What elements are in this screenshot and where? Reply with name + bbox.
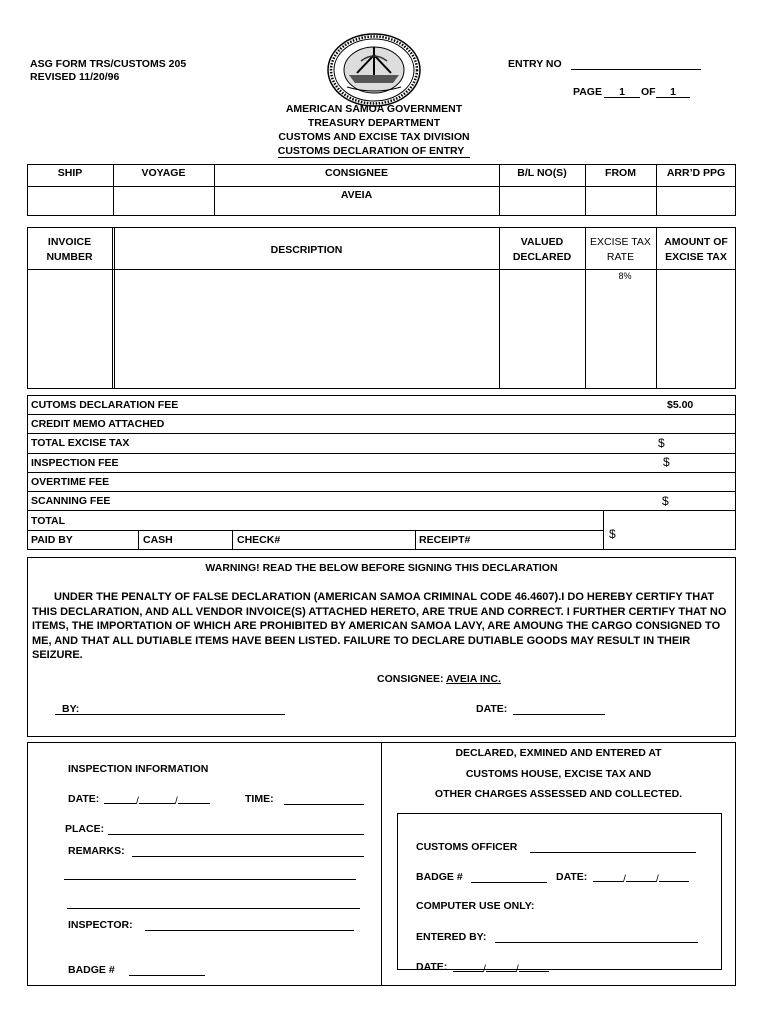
- customs-officer-label: CUSTOMS OFFICER: [416, 841, 518, 853]
- header-amount-1: AMOUNT OF: [664, 236, 728, 248]
- header-bl-nos: B/L NO(S): [517, 167, 567, 179]
- remarks-line-3[interactable]: [67, 908, 360, 909]
- scanning-fee-value[interactable]: $: [662, 494, 669, 508]
- inspector-label: INSPECTOR:: [68, 919, 133, 931]
- header-voyage: VOYAGE: [141, 167, 186, 179]
- remarks-label: REMARKS:: [68, 845, 125, 857]
- header-amount-2: EXCISE TAX: [665, 251, 727, 263]
- header-from: FROM: [605, 167, 636, 179]
- total-excise-label: TOTAL EXCISE TAX: [31, 437, 130, 449]
- excise-rate-value[interactable]: 8%: [618, 271, 632, 281]
- inspection-title: INSPECTION INFORMATION: [68, 763, 209, 775]
- by-signature-field[interactable]: [55, 714, 285, 715]
- of-label: OF: [641, 86, 656, 98]
- header-consignee: CONSIGNEE: [324, 167, 388, 179]
- computer-use-label: COMPUTER USE ONLY:: [416, 900, 535, 912]
- warning-heading: WARNING! READ THE BELOW BEFORE SIGNING THIS DECLARATION: [205, 562, 558, 574]
- remarks-field[interactable]: [132, 856, 364, 857]
- revised-date: REVISED 11/20/96: [30, 71, 120, 83]
- form-id: ASG FORM TRS/CUSTOMS 205: [30, 58, 187, 70]
- entered-by-field[interactable]: [495, 942, 698, 943]
- paid-by-label: PAID BY: [31, 534, 73, 546]
- total-label: TOTAL: [31, 515, 66, 527]
- place-field[interactable]: [108, 834, 364, 835]
- customs-fee-value[interactable]: $5.00: [667, 399, 694, 411]
- declaration-consignee: CONSIGNEE: AVEIA INC.: [377, 673, 501, 685]
- inspection-time-field[interactable]: [284, 804, 364, 805]
- customs-officer-box: [397, 813, 722, 970]
- declaration-text: UNDER THE PENALTY OF FALSE DECLARATION (AMERICAN SAMOA CRIMINAL CODE 46.4607).I DO HEREBY CERTIFY THAT THIS DECLARATION, AND ALL VENDOR INVOICE(S) ATTACHED HERETO, ARE TRUE AND CORRECT. I FURTHER CERTIFY THAT NO ITEMS, THE IMPORTATION OF WHICH ARE PROHIBITED BY AMERICAN SAMOA LAVY, ARE AMOUNG THE CARGO CONSIGNED TO ME, AND THAT ALL DUTIABLE ITEMS HAVE BEEN LISTED. FAILURE TO DECLARE DUTIABLE GOODS MAY RESULT IN THEIR SEIZURE.: [32, 591, 727, 661]
- scanning-fee-label: SCANNING FEE: [31, 495, 111, 507]
- consignee-value[interactable]: AVEIA: [340, 189, 373, 201]
- entry-no-label: ENTRY NO: [508, 58, 562, 70]
- customs-line-2: CUSTOMS HOUSE, EXCISE TAX AND: [465, 768, 652, 780]
- page-label: PAGE: [573, 86, 602, 98]
- receipt-label[interactable]: RECEIPT#: [419, 534, 471, 546]
- entered-date-field[interactable]: / /: [453, 961, 549, 976]
- org-line-3: CUSTOMS AND EXCISE TAX DIVISION: [278, 131, 470, 143]
- org-line-2: TREASURY DEPARTMENT: [307, 117, 441, 129]
- form-title: CUSTOMS DECLARATION OF ENTRY: [224, 145, 524, 158]
- total-excise-value[interactable]: $: [658, 436, 665, 450]
- header-description: DESCRIPTION: [270, 244, 343, 256]
- total-value[interactable]: $: [609, 527, 616, 541]
- seal-emblem: [327, 33, 421, 107]
- entered-by-label: ENTERED BY:: [416, 931, 487, 943]
- customs-officer-field[interactable]: [530, 852, 696, 853]
- header-arrd-ppg: ARR’D PPG: [666, 167, 726, 179]
- declaration-date-field[interactable]: [513, 714, 605, 715]
- remarks-line-2[interactable]: [64, 879, 356, 880]
- inspection-date-field[interactable]: / /: [104, 793, 210, 808]
- customs-line-3: OTHER CHARGES ASSESSED AND COLLECTED.: [434, 788, 683, 800]
- place-label: PLACE:: [65, 823, 105, 835]
- inspection-fee-value[interactable]: $: [663, 455, 670, 469]
- header-ship: SHIP: [57, 167, 83, 179]
- header-valued-2: DECLARED: [512, 251, 572, 263]
- entry-no-field[interactable]: [571, 69, 701, 70]
- declaration-date-label: DATE:: [476, 703, 508, 715]
- inspection-badge-label: BADGE #: [68, 964, 115, 976]
- customs-date-field[interactable]: / /: [593, 871, 689, 886]
- header-valued-1: VALUED: [520, 236, 564, 248]
- org-line-1: AMERICAN SAMOA GOVERNMENT: [285, 103, 463, 115]
- header-excise-rate-1: EXCISE TAX: [590, 236, 651, 248]
- customs-fee-label: CUTOMS DECLARATION FEE: [31, 399, 179, 411]
- customs-date-label: DATE:: [556, 871, 588, 883]
- inspection-date-label: DATE:: [68, 793, 100, 805]
- check-label[interactable]: CHECK#: [237, 534, 281, 546]
- inspection-fee-label: INSPECTION FEE: [31, 457, 119, 469]
- customs-badge-label: BADGE #: [416, 871, 463, 883]
- entered-date-label: DATE:: [416, 961, 448, 973]
- page-total: 1: [670, 86, 676, 98]
- overtime-fee-label: OVERTIME FEE: [31, 476, 110, 488]
- customs-line-1: DECLARED, EXMINED AND ENTERED AT: [455, 747, 662, 759]
- page-number: 1: [619, 86, 625, 98]
- header-invoice-2: NUMBER: [46, 251, 93, 263]
- header-excise-rate-2: RATE: [606, 251, 635, 263]
- by-label: BY:: [62, 703, 80, 715]
- header-invoice-1: INVOICE: [47, 236, 92, 248]
- credit-memo-label: CREDIT MEMO ATTACHED: [31, 418, 165, 430]
- inspector-field[interactable]: [145, 930, 354, 931]
- inspection-time-label: TIME:: [245, 793, 274, 805]
- customs-badge-field[interactable]: [471, 882, 547, 883]
- inspection-badge-field[interactable]: [129, 975, 205, 976]
- cash-label[interactable]: CASH: [143, 534, 173, 546]
